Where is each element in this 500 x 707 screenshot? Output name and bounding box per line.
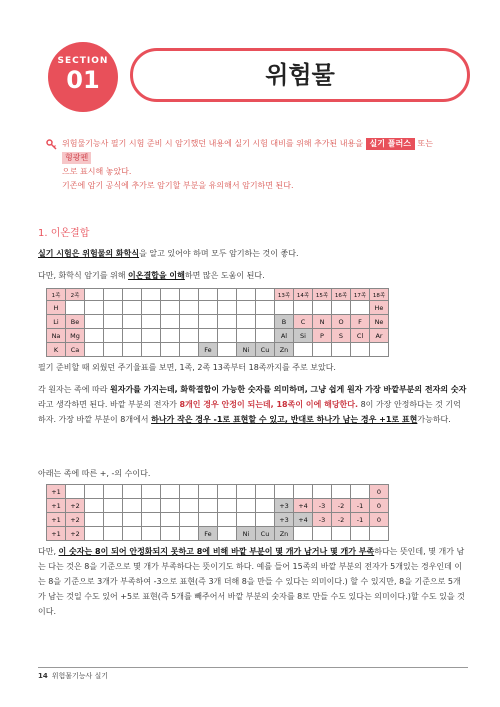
charge-cell — [104, 499, 123, 513]
charge-cell — [180, 499, 199, 513]
p4-f: 하나가 작은 경우 -1로 표현할 수 있고, 반대로 하나가 남는 경우 +1로 표현 — [151, 415, 418, 424]
p6-a: 다만, — [38, 547, 59, 556]
pt-cell: Cu — [256, 343, 275, 357]
charge-cell: -1 — [351, 499, 370, 513]
pt-cell — [85, 315, 104, 329]
pt-cell — [256, 329, 275, 343]
charge-cell — [351, 485, 370, 499]
charge-cell — [237, 499, 256, 513]
charge-cell — [180, 513, 199, 527]
pt-header-cell — [199, 289, 218, 301]
pt-cell: Al — [275, 329, 294, 343]
pt-cell: Li — [47, 315, 66, 329]
notice-text-or: 또는 — [417, 139, 433, 148]
p1-bold: 실기 시험은 위험물의 화학식 — [38, 249, 140, 258]
pt-cell — [199, 329, 218, 343]
charge-cell: 0 — [370, 499, 389, 513]
charge-cell: +1 — [47, 499, 66, 513]
pt-cell — [294, 301, 313, 315]
p2-underline: 이온결합을 이해 — [128, 271, 185, 280]
charge-cell: -3 — [313, 499, 332, 513]
notice-line-1 — [62, 137, 462, 165]
paragraph-6 — [38, 544, 468, 619]
pt-cell — [218, 301, 237, 315]
pt-cell: B — [275, 315, 294, 329]
pt-cell — [123, 343, 142, 357]
pt-header-cell: 2족 — [66, 289, 85, 301]
pt-cell: O — [332, 315, 351, 329]
pt-cell: Mg — [66, 329, 85, 343]
pt-cell — [161, 343, 180, 357]
pt-cell: N — [313, 315, 332, 329]
charge-cell — [161, 499, 180, 513]
charge-cell — [142, 499, 161, 513]
pt-cell: Ar — [370, 329, 389, 343]
charge-cell — [85, 485, 104, 499]
charge-cell — [218, 499, 237, 513]
p6-c: 하다는 뜻인데, 몇 개가 남는 다는 것은 8을 기준으로 몇 개가 부족하다는 뜻이기도 하다. 예를 들어 15족의 바깥 부분의 전자가 5개있는 경우인데 이는 8을 기준으로 3개가 부족하여 -3으로 표현(즉 3개 더해 8을 만들 수 있다는 의미이다.) 할 수 있지만, 8을 기준으로 5개가 남는 것일 수도 있어 +5로 표현(즉 5개를 빼주어서 바깥 부분의 숫자를 8로 만들 수도 있다는 의미이다.)할 수도 있을 것이다. — [38, 547, 465, 616]
pt-cell — [199, 315, 218, 329]
p4-a: 각 원자는 족에 따라 — [38, 385, 110, 394]
book-title: 위험물기능사 실기 — [51, 672, 109, 680]
badge-practical-plus: 실기 플러스 — [366, 138, 415, 150]
charge-cell: Cu — [256, 527, 275, 541]
pt-cell — [180, 315, 199, 329]
charge-cell — [66, 485, 85, 499]
charge-table — [46, 484, 389, 541]
charge-cell: +2 — [66, 513, 85, 527]
charge-cell — [237, 485, 256, 499]
paragraph-2 — [38, 268, 468, 283]
p2-pre: 다만, 화학식 암기를 위해 — [38, 271, 128, 280]
pt-cell — [142, 329, 161, 343]
p4-c: 라고 생각하면 된다. 바깥 부분의 전자가 — [38, 400, 180, 409]
pt-cell — [123, 315, 142, 329]
p4-d: 8개인 경우 안정이 되는데, 18족이 이에 해당한다. — [179, 400, 359, 409]
charge-cell: Zn — [275, 527, 294, 541]
pt-cell: F — [351, 315, 370, 329]
periodic-table — [46, 288, 389, 357]
charge-cell: -3 — [313, 513, 332, 527]
pt-cell — [351, 343, 370, 357]
p4-b: 원자가를 가지는데, 화학결합이 가능한 숫자를 의미하며, 그냥 쉽게 원자 가장 바깥부분의 전자의 숫자 — [110, 385, 467, 394]
pt-cell — [85, 301, 104, 315]
pt-header-cell: 17족 — [351, 289, 370, 301]
pt-cell — [313, 301, 332, 315]
pt-cell — [332, 343, 351, 357]
pt-cell: Zn — [275, 343, 294, 357]
p4-g: 가능하다. — [417, 415, 451, 424]
charge-cell — [142, 513, 161, 527]
pt-header-cell — [142, 289, 161, 301]
paragraph-5: 아래는 족에 따른 +, -의 수이다. — [38, 469, 151, 478]
charge-cell: 0 — [370, 485, 389, 499]
charge-cell: +1 — [47, 485, 66, 499]
section-number: 01 — [66, 66, 100, 94]
pt-cell: Na — [47, 329, 66, 343]
charge-cell — [294, 527, 313, 541]
charge-cell: +3 — [275, 499, 294, 513]
pt-cell — [85, 343, 104, 357]
pt-cell: H — [47, 301, 66, 315]
pt-cell: Be — [66, 315, 85, 329]
section-header — [40, 40, 470, 110]
pt-header-cell — [123, 289, 142, 301]
pt-cell — [66, 301, 85, 315]
pt-cell — [85, 329, 104, 343]
charge-cell — [104, 527, 123, 541]
notice-block — [62, 137, 462, 193]
charge-cell: -1 — [351, 513, 370, 527]
charge-cell: Fe — [199, 527, 218, 541]
p1-rest: 을 알고 있어야 하며 모두 암기하는 것이 좋다. — [139, 249, 299, 258]
charge-cell: -2 — [332, 513, 351, 527]
notice-text: 위험물기능사 필기 시험 준비 시 암기했던 내용에 실기 시험 대비를 위해 추가된 내용을 — [62, 139, 363, 148]
pt-cell — [199, 301, 218, 315]
charge-cell — [180, 485, 199, 499]
pt-cell — [123, 329, 142, 343]
pt-cell: K — [47, 343, 66, 357]
pt-cell: Si — [294, 329, 313, 343]
pt-cell — [256, 315, 275, 329]
pt-cell — [123, 301, 142, 315]
pt-cell: Ca — [66, 343, 85, 357]
section-label: SECTION — [57, 56, 109, 66]
pt-cell: Ni — [237, 343, 256, 357]
pt-cell — [294, 343, 313, 357]
pt-header-cell: 16족 — [332, 289, 351, 301]
charge-cell — [351, 527, 370, 541]
charge-cell — [85, 513, 104, 527]
charge-cell — [123, 485, 142, 499]
pt-cell — [256, 301, 275, 315]
pt-header-cell: 14족 — [294, 289, 313, 301]
badge-highlighter: 형광펜 — [62, 152, 91, 164]
charge-cell: +1 — [47, 527, 66, 541]
paragraph-3: 필기 준비할 때 외웠던 주기율표를 보면, 1족, 2족 13족부터 18족까지를 주로 보았다. — [38, 363, 336, 372]
charge-cell — [275, 485, 294, 499]
charge-cell — [313, 485, 332, 499]
pt-header-cell — [104, 289, 123, 301]
pt-cell — [332, 301, 351, 315]
charge-cell: +4 — [294, 513, 313, 527]
pt-header-cell — [161, 289, 180, 301]
charge-cell — [256, 513, 275, 527]
charge-cell: Ni — [237, 527, 256, 541]
charge-cell — [256, 499, 275, 513]
key-icon — [46, 139, 56, 149]
charge-cell: 0 — [370, 513, 389, 527]
charge-cell: +3 — [275, 513, 294, 527]
pt-cell — [180, 343, 199, 357]
section-heading: 1. 이온결합 — [38, 228, 90, 239]
pt-cell — [161, 301, 180, 315]
section-badge — [48, 42, 118, 112]
charge-cell — [199, 513, 218, 527]
pt-header-cell — [180, 289, 199, 301]
pt-cell — [142, 315, 161, 329]
charge-cell — [142, 485, 161, 499]
pt-cell — [237, 329, 256, 343]
pt-cell: S — [332, 329, 351, 343]
p2-post: 하면 많은 도움이 된다. — [184, 271, 265, 280]
pt-header-cell — [85, 289, 104, 301]
pt-cell — [237, 315, 256, 329]
charge-cell: +2 — [66, 499, 85, 513]
pt-cell — [104, 315, 123, 329]
charge-cell — [161, 527, 180, 541]
pt-header-cell: 1족 — [47, 289, 66, 301]
pt-cell — [275, 301, 294, 315]
charge-cell — [218, 485, 237, 499]
pt-cell — [351, 301, 370, 315]
paragraph-1 — [38, 246, 468, 261]
charge-cell: +2 — [66, 527, 85, 541]
charge-cell — [161, 485, 180, 499]
charge-cell — [180, 527, 199, 541]
charge-cell — [256, 485, 275, 499]
pt-cell — [218, 315, 237, 329]
charge-cell — [123, 513, 142, 527]
p4-e: 8이 가장 안정하다는 것 기억하자. 가장 바깥 부분이 8개에서 — [38, 400, 461, 424]
charge-cell — [123, 499, 142, 513]
charge-cell — [370, 527, 389, 541]
charge-cell — [332, 527, 351, 541]
charge-cell — [313, 527, 332, 541]
pt-header-cell — [218, 289, 237, 301]
page-footer — [38, 671, 108, 681]
pt-cell — [218, 343, 237, 357]
footer-rule — [38, 667, 468, 668]
pt-header-cell — [256, 289, 275, 301]
charge-cell — [218, 527, 237, 541]
charge-cell — [332, 485, 351, 499]
pt-cell: Fe — [199, 343, 218, 357]
pt-cell — [180, 301, 199, 315]
pt-cell — [180, 329, 199, 343]
pt-header-cell: 15족 — [313, 289, 332, 301]
pt-cell — [313, 343, 332, 357]
charge-cell — [104, 513, 123, 527]
charge-cell — [123, 527, 142, 541]
pt-cell: P — [313, 329, 332, 343]
pt-cell — [218, 329, 237, 343]
charge-cell — [142, 527, 161, 541]
notice-line-2: 으로 표시해 놓았다. — [62, 167, 132, 176]
notice-line-3: 기존에 암기 공식에 추가로 암기할 부분을 유의해서 암기하면 된다. — [62, 181, 294, 190]
p6-b: 이 숫자는 8이 되어 안정화되지 못하고 8에 비해 바깥 부분이 몇 개가 남거나 몇 개가 부족 — [58, 547, 375, 556]
pt-cell: He — [370, 301, 389, 315]
page-number: 14 — [38, 672, 48, 680]
charge-cell — [218, 513, 237, 527]
pt-header-cell — [237, 289, 256, 301]
pt-cell — [161, 329, 180, 343]
pt-cell — [142, 301, 161, 315]
pt-header-cell: 13족 — [275, 289, 294, 301]
charge-cell — [104, 485, 123, 499]
pt-cell — [142, 343, 161, 357]
charge-cell: +1 — [47, 513, 66, 527]
pt-cell: C — [294, 315, 313, 329]
charge-cell — [85, 527, 104, 541]
pt-cell — [161, 315, 180, 329]
charge-cell — [199, 499, 218, 513]
pt-cell — [104, 301, 123, 315]
pt-cell — [104, 343, 123, 357]
pt-cell: Cl — [351, 329, 370, 343]
charge-cell: +4 — [294, 499, 313, 513]
charge-cell — [85, 499, 104, 513]
pt-cell — [370, 343, 389, 357]
pt-header-cell: 18족 — [370, 289, 389, 301]
charge-cell — [237, 513, 256, 527]
paragraph-4 — [38, 382, 468, 427]
charge-cell — [161, 513, 180, 527]
page-title: 위험물 — [130, 48, 470, 102]
pt-cell — [104, 329, 123, 343]
pt-cell — [237, 301, 256, 315]
pt-cell: Ne — [370, 315, 389, 329]
charge-cell — [294, 485, 313, 499]
charge-cell — [199, 485, 218, 499]
charge-cell: -2 — [332, 499, 351, 513]
